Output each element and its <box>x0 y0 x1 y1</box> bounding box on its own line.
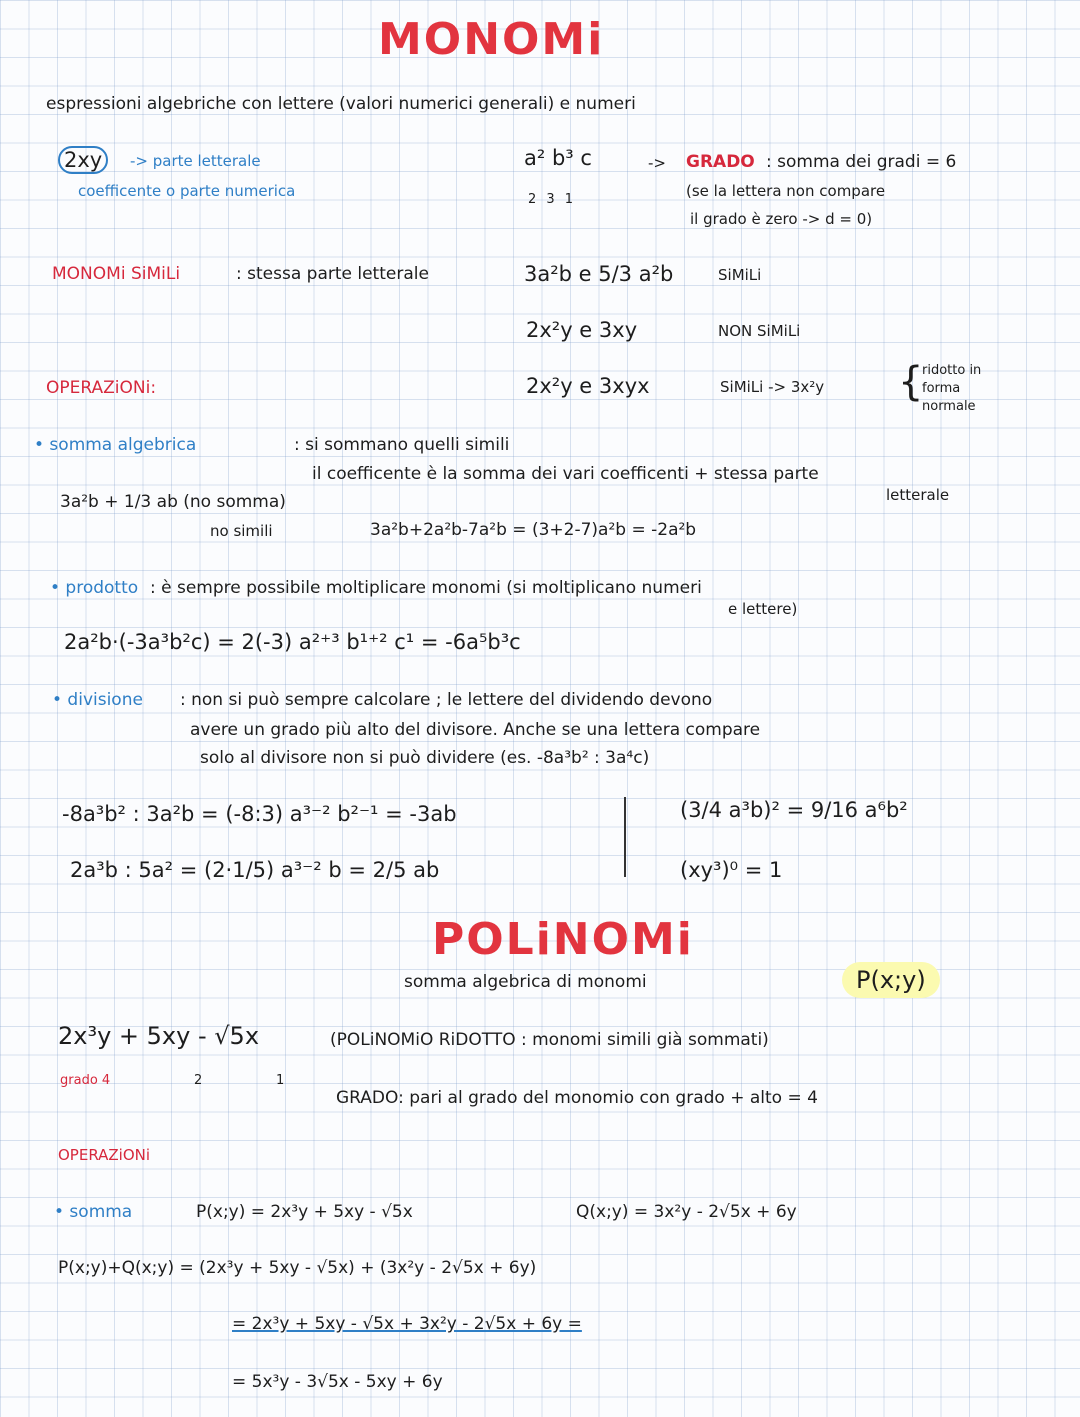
grado-example-exponents: 2 3 1 <box>528 192 577 207</box>
operazioni-label: OPERAZiONi: <box>46 378 157 398</box>
polinomio-example: 2x³y + 5xy - √5x <box>58 1022 260 1050</box>
ridotto-line-2: forma <box>922 381 961 396</box>
somma-line-3: = 5x³y - 3√5x - 5xy + 6y <box>232 1372 443 1392</box>
potenza-example-1: (3/4 a³b)² = 9/16 a⁶b² <box>680 798 908 822</box>
ridotto-brace: { <box>898 359 924 405</box>
divider-line <box>624 797 626 877</box>
somma-example-1: 3a²b + 1/3 ab (no somma) <box>60 492 286 512</box>
simili-example-1-tag: SiMiLi <box>718 266 762 284</box>
grado-text: : somma dei gradi = 6 <box>766 152 957 172</box>
polinomio-grado-text: GRADO: pari al grado del monomio con grado + alto = 4 <box>336 1088 818 1108</box>
simili-example-3: 2x²y e 3xyx <box>526 374 650 398</box>
divisione-text-2: avere un grado più alto del divisore. Anche se una lettera compare <box>190 720 761 740</box>
example-monomial: 2xy <box>58 150 108 171</box>
monomi-intro: espressioni algebriche con lettere (valori numerici generali) e numeri <box>46 94 636 114</box>
polinomio-notation: P(x;y) <box>842 962 940 998</box>
grado-note-2: il grado è zero -> d = 0) <box>690 210 873 228</box>
grado-arrow: -> <box>648 154 666 172</box>
polinomi-somma-label: • somma <box>54 1202 133 1222</box>
somma-example-2: 3a²b+2a²b-7a²b = (3+2-7)a²b = -2a²b <box>370 520 697 540</box>
somma-text-2: il coefficente è la somma dei vari coefficenti + stessa parte <box>312 464 819 484</box>
simili-label: MONOMi SiMiLi <box>52 264 181 284</box>
prodotto-label: • prodotto <box>50 578 139 598</box>
somma-algebrica-label: • somma algebrica <box>34 435 197 455</box>
polinomi-operazioni-label: OPERAZiONi <box>58 1146 151 1164</box>
polinomi-subtitle: somma algebrica di monomi <box>404 972 647 992</box>
grado-note-1: (se la lettera non compare <box>686 182 886 200</box>
grado-4-label: grado 4 <box>60 1073 111 1088</box>
divisione-text-3: solo al divisore non si può dividere (es. -8a³b² : 3a⁴c) <box>200 748 650 768</box>
ridotto-line-1: ridotto in <box>922 363 982 378</box>
monomi-title: MONOMi <box>378 14 605 65</box>
divisione-label: • divisione <box>52 690 143 710</box>
polinomi-title: POLiNOMi <box>432 914 694 965</box>
parte-letterale-label: -> parte letterale <box>130 152 261 170</box>
grado-2-label: 2 <box>194 1073 203 1088</box>
grado-label: GRADO <box>686 152 755 172</box>
somma-text-3: letterale <box>886 486 950 504</box>
prodotto-text-2: e lettere) <box>728 600 798 618</box>
simili-example-3-tag: SiMiLi -> 3x²y <box>720 378 825 396</box>
somma-line-2: = 2x³y + 5xy - √5x + 3x²y - 2√5x + 6y = <box>232 1314 582 1334</box>
grado-1-label: 1 <box>276 1073 285 1088</box>
somma-line-1: P(x;y)+Q(x;y) = (2x³y + 5xy - √5x) + (3x²y - 2√5x + 6y) <box>58 1258 537 1278</box>
prodotto-example: 2a²b·(-3a³b²c) = 2(-3) a²⁺³ b¹⁺² c¹ = -6a⁵b³c <box>64 630 521 654</box>
polinomio-p-definition: P(x;y) = 2x³y + 5xy - √5x <box>196 1202 413 1222</box>
ridotto-line-3: normale <box>922 399 976 414</box>
potenza-example-2: (xy³)⁰ = 1 <box>680 858 783 882</box>
somma-text-1: : si sommano quelli simili <box>294 435 510 455</box>
divisione-example-2: 2a³b : 5a² = (2·1/5) a³⁻² b = 2/5 ab <box>70 858 440 882</box>
simili-example-1: 3a²b e 5/3 a²b <box>524 262 674 286</box>
divisione-text-1: : non si può sempre calcolare ; le lettere del dividendo devono <box>180 690 713 710</box>
polinomio-ridotto-note: (POLiNOMiO RiDOTTO : monomi simili già sommati) <box>330 1030 769 1050</box>
simili-text: : stessa parte letterale <box>236 264 429 284</box>
grado-example-monomial: a² b³ c <box>524 146 592 170</box>
coefficente-label: coefficente o parte numerica <box>78 182 296 200</box>
simili-example-2: 2x²y e 3xy <box>526 318 638 342</box>
simili-example-2-tag: NON SiMiLi <box>718 322 801 340</box>
polinomio-q-definition: Q(x;y) = 3x²y - 2√5x + 6y <box>576 1202 797 1222</box>
divisione-example-1: -8a³b² : 3a²b = (-8:3) a³⁻² b²⁻¹ = -3ab <box>62 802 457 826</box>
prodotto-text: : è sempre possibile moltiplicare monomi (si moltiplicano numeri <box>150 578 702 598</box>
somma-example-1-note: no simili <box>210 522 273 540</box>
